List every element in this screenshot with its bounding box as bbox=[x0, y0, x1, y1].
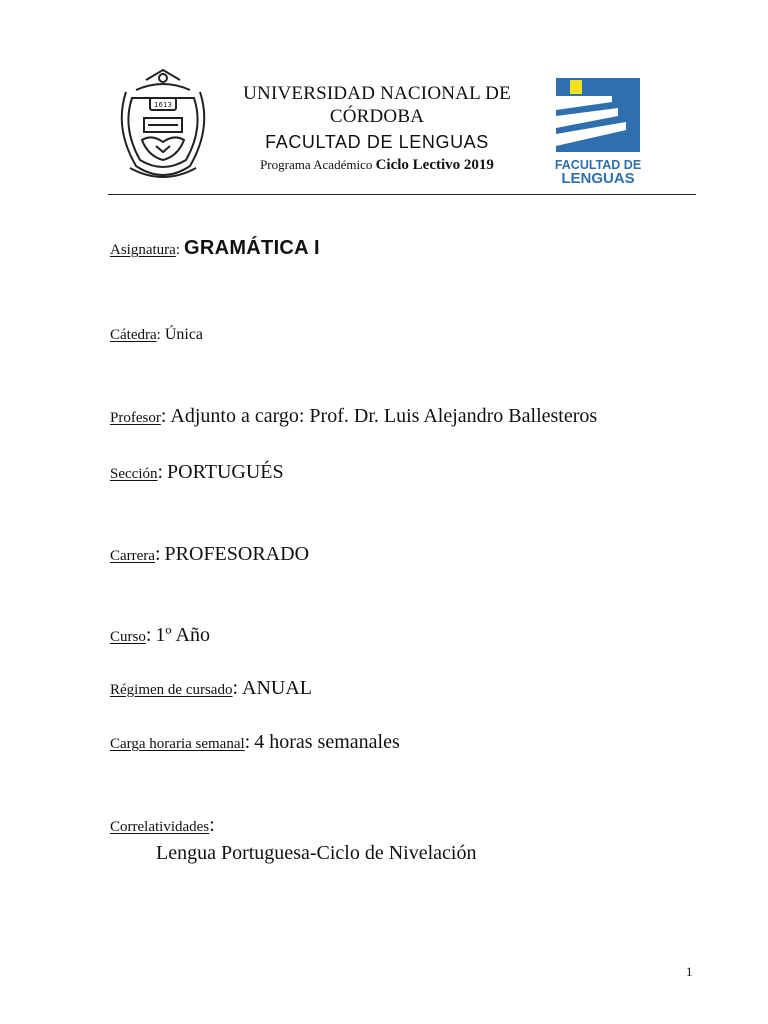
header-divider bbox=[108, 194, 696, 195]
curso-sep: : bbox=[145, 624, 152, 646]
seccion-value: PORTUGUÉS bbox=[167, 461, 284, 483]
carga-value: 4 horas semanales bbox=[254, 731, 400, 753]
profesor-label: Profesor bbox=[110, 410, 161, 426]
asignatura-value: GRAMÁTICA I bbox=[184, 237, 320, 259]
correlatividades-value: Lengua Portuguesa-Ciclo de Nivelación bbox=[156, 842, 477, 864]
program-cycle: Ciclo Lectivo 2019 bbox=[375, 157, 494, 173]
faculty-name: FACULTAD DE LENGUAS bbox=[265, 132, 489, 152]
asignatura-label: Asignatura bbox=[110, 242, 176, 258]
carga-sep: : bbox=[244, 731, 251, 753]
regimen-label: Régimen de cursado bbox=[110, 682, 233, 698]
university-name-line2: CÓRDOBA bbox=[329, 106, 425, 127]
field-carrera bbox=[110, 543, 309, 566]
field-profesor bbox=[110, 405, 597, 428]
catedra-sep: : bbox=[156, 327, 161, 343]
carrera-sep: : bbox=[154, 543, 161, 565]
seccion-label: Sección bbox=[110, 466, 158, 482]
field-seccion bbox=[110, 461, 284, 484]
page-number: 1 bbox=[686, 964, 693, 979]
regimen-value: ANUAL bbox=[242, 677, 313, 699]
seal-year: 1613 bbox=[154, 101, 172, 109]
carrera-value: PROFESORADO bbox=[164, 543, 310, 565]
university-seal-icon bbox=[112, 68, 214, 184]
program-line bbox=[216, 155, 538, 175]
curso-label: Curso bbox=[110, 629, 146, 645]
curso-value: 1º Año bbox=[155, 624, 210, 646]
carga-label: Carga horaria semanal bbox=[110, 736, 245, 752]
header-text-block bbox=[216, 82, 538, 175]
correlatividades-sep: : bbox=[209, 814, 215, 836]
faculty-logo-icon bbox=[552, 76, 644, 186]
asignatura-sep: : bbox=[175, 242, 180, 258]
regimen-sep: : bbox=[232, 677, 239, 699]
catedra-label: Cátedra bbox=[110, 327, 157, 343]
program-prefix: Programa Académico bbox=[260, 157, 373, 172]
logo-text-line2: LENGUAS bbox=[561, 170, 635, 186]
profesor-value: Adjunto a cargo: Prof. Dr. Luis Alejandro Ballesteros bbox=[170, 405, 598, 427]
profesor-sep: : bbox=[160, 405, 167, 427]
carrera-label: Carrera bbox=[110, 548, 155, 564]
university-name-line1: UNIVERSIDAD NACIONAL DE bbox=[243, 83, 511, 104]
seccion-sep: : bbox=[157, 461, 164, 483]
correlatividades-label: Correlatividades bbox=[110, 819, 210, 835]
field-regimen bbox=[110, 677, 312, 700]
field-correlatividades bbox=[110, 814, 215, 837]
field-carga-horaria bbox=[110, 731, 400, 754]
document-header bbox=[108, 62, 696, 194]
field-asignatura bbox=[110, 237, 320, 260]
catedra-value: Única bbox=[164, 326, 204, 343]
field-catedra bbox=[110, 326, 203, 344]
field-curso bbox=[110, 624, 210, 647]
logo-text-line1: FACULTAD DE bbox=[554, 158, 642, 172]
